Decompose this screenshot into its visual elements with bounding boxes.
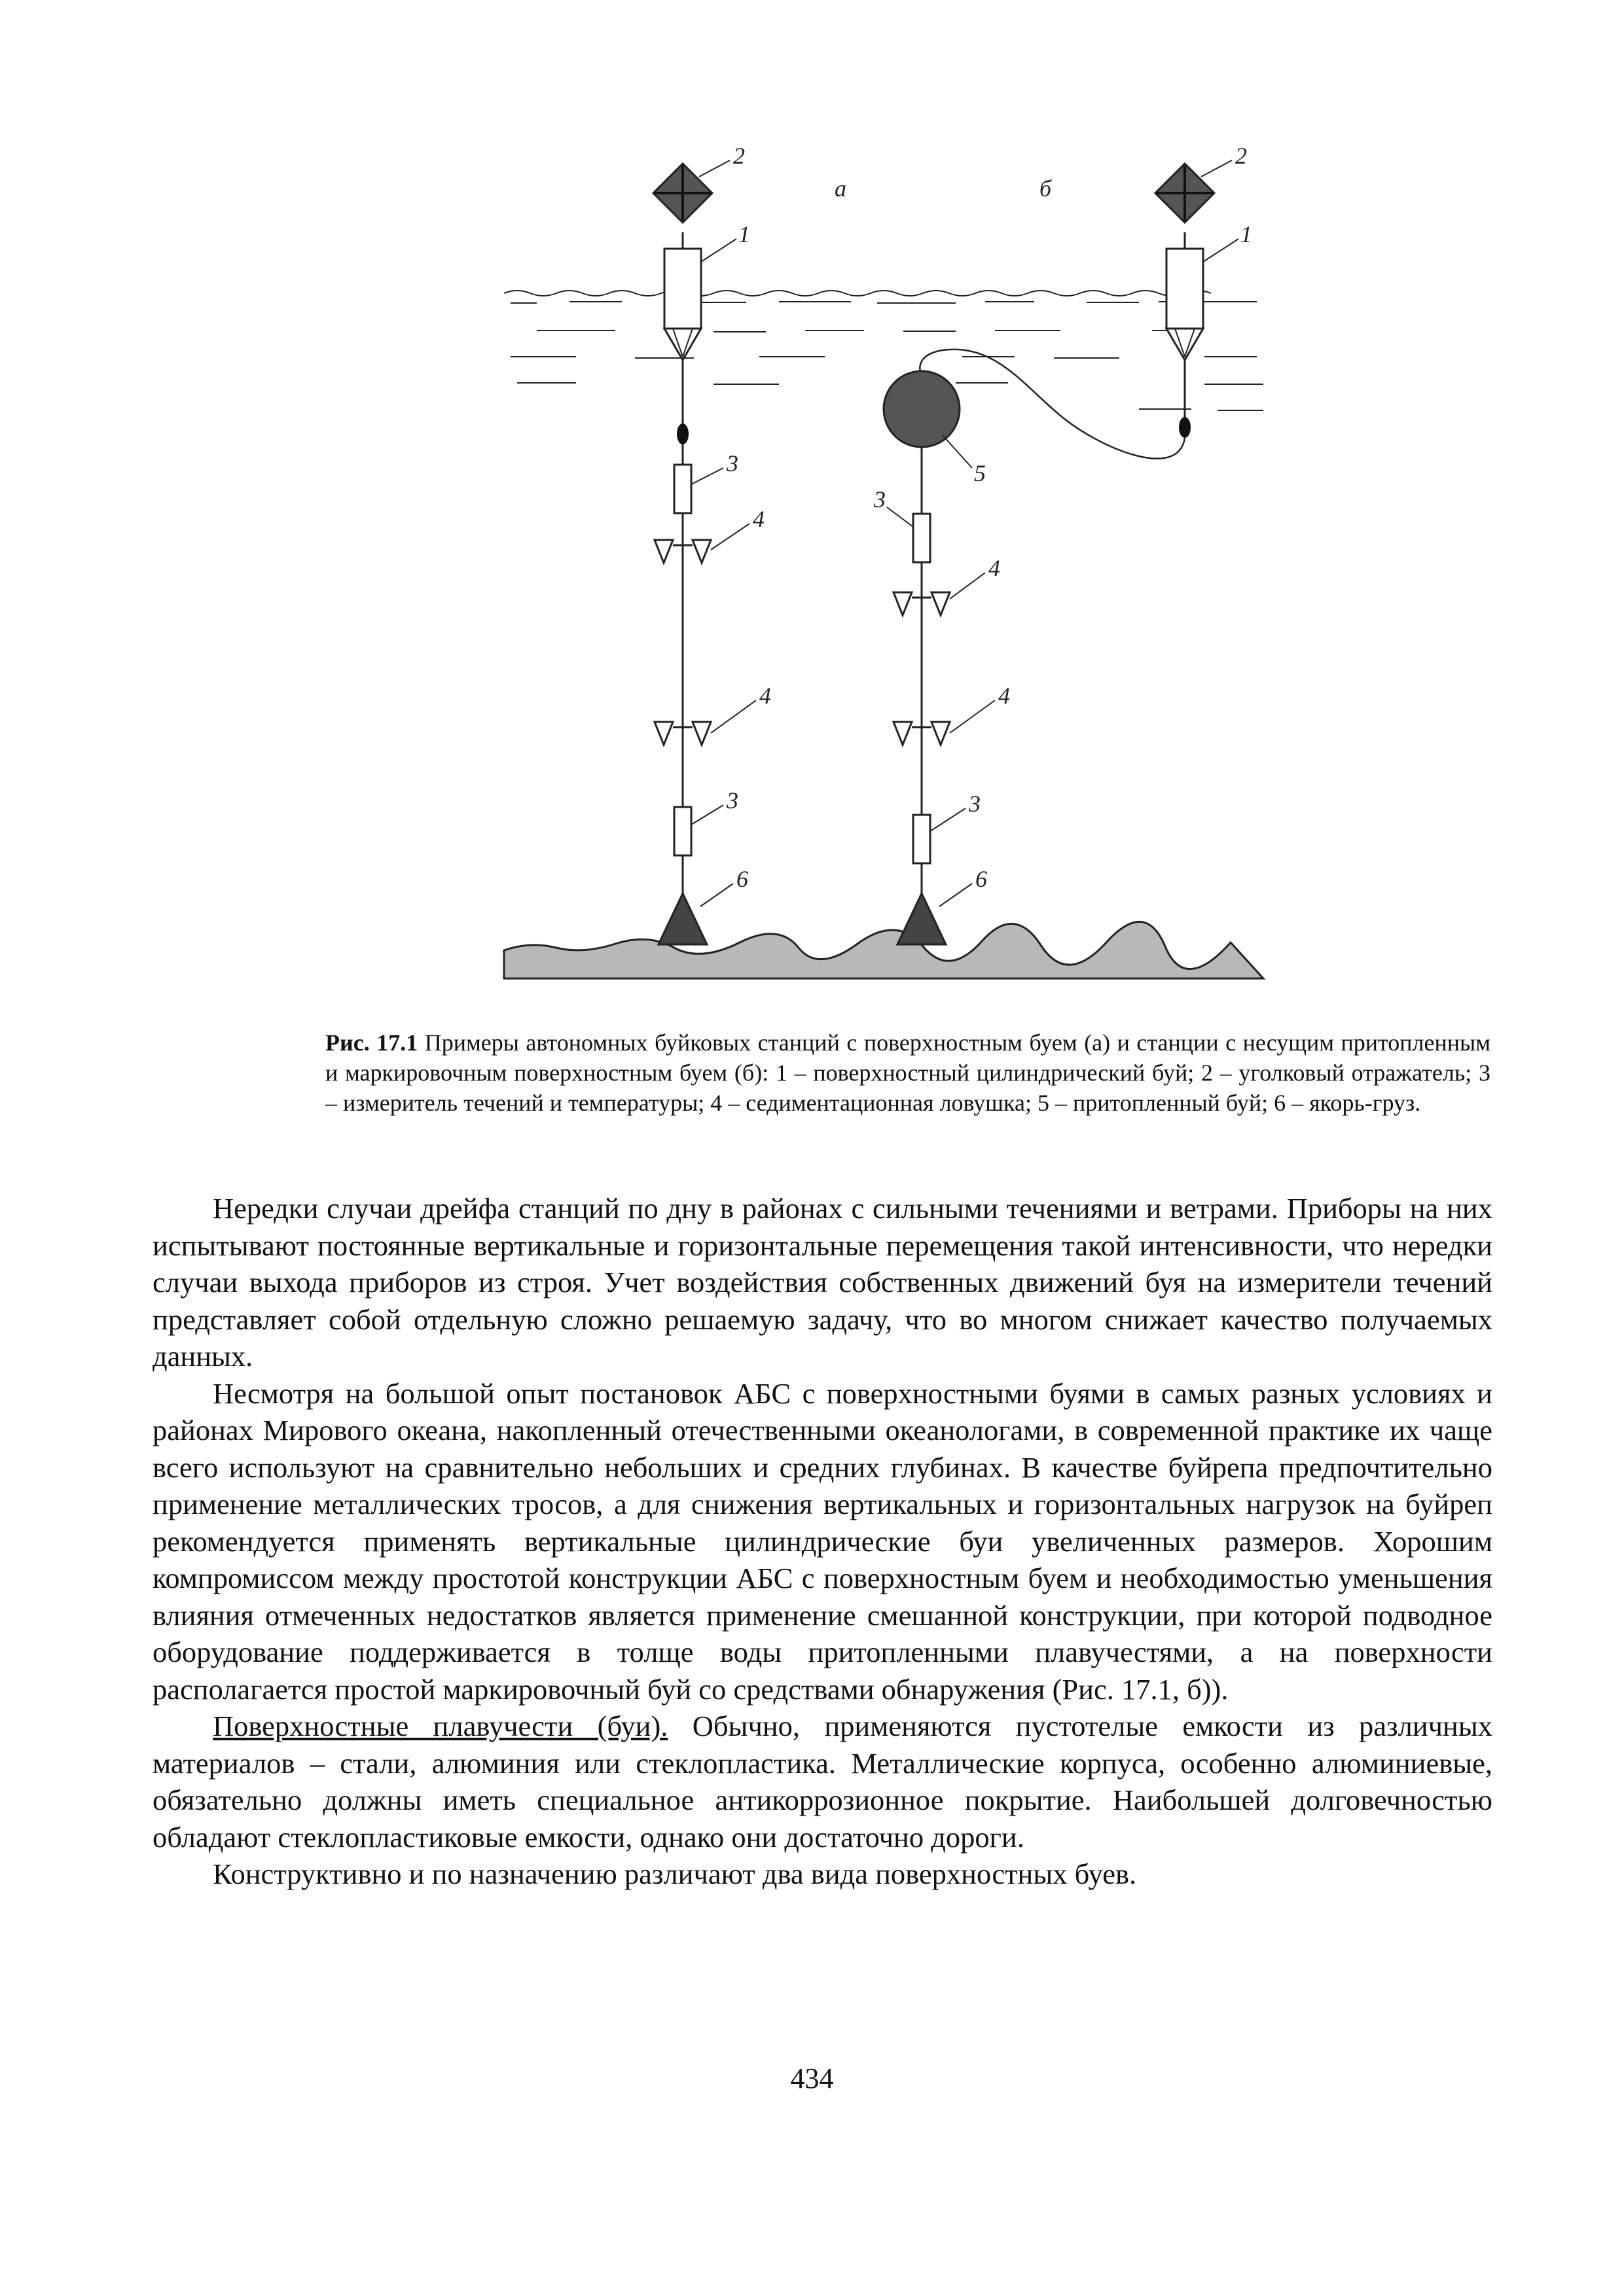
anchor-b [897,893,946,944]
current-meter-a-upper [674,465,691,513]
section-heading: Поверхностные плавучести (буи). [213,1710,668,1742]
callout-right-3-lower: 3 [969,791,981,817]
figure-caption [325,1028,1490,1118]
callout-right-4-upper: 4 [988,555,1000,581]
page-number: 434 [790,2062,834,2094]
seabed [504,922,1263,978]
callout-right-2: 2 [1235,143,1247,169]
station-a [653,164,712,944]
callout-right-5: 5 [974,460,986,486]
current-meter-a-lower [674,807,691,855]
current-meter-b-lower [913,815,930,863]
swivel-a [677,423,689,444]
submerged-buoy-b [884,371,960,447]
callout-left-1: 1 [738,221,750,247]
paragraph-2: Несмотря на большой опыт постановок АБС с поверхностными буями в самых разных условиях и районах Мирового океана, накопленный отечественными океанологами, в современной практике их чаще всего используют на сравнительно небольших и средних глубинах. В качестве буйрепа предпочтительно применение металлических тросов, а для снижения вертикальных и горизонтальных нагрузок на буйреп рекомендуется применять вертикальные цилиндрические буи увеличенных размеров. Хорошим компромиссом между простотой конструкции АБС с поверхностным буем и необходимостью уменьшения влияния отмеченных недостатков является применение смешанной конструкции, при которой подводное оборудование поддерживается в толще воды притопленными плавучестями, а на поверхности располагается простой маркировочный буй со средствами обнаружения (Рис. 17.1, б)). [153,1376,1492,1706]
caption-text: Примеры автономных буйковых станций с поверхностным буем (а) и станции с несущим притопленным и маркировочным поверхностным буем (б): 1 – поверхностный цилиндрический буй; 2 – уголковый отражатель; 3 – измеритель течений и температуры; 4 – седиментационная ловушка; 5 – притопленный буй; 6 – якорь-груз. [325,1030,1490,1116]
callout-left-3-lower: 3 [727,787,738,814]
caption-label: Рис. 17.1 [325,1030,418,1056]
callout-left-2: 2 [733,143,745,169]
surface-buoy-a [664,249,701,329]
callout-right-3-upper: 3 [874,486,886,512]
callout-right-4-lower: 4 [998,683,1010,709]
marker-buoy-b [1166,249,1203,329]
paragraph-3-text: Обычно, применяются пустотелые емкости из различных материалов – стали, алюминия или стеклопластика. Металлические корпуса, особенно алюминиевые, обязательно должны иметь специальное антикоррозионное покрытие. Наибольшей долговечностью обладают стеклопластиковые емкости, однако они достаточно дороги. [153,1710,1493,1854]
mooring-stations-figure [497,141,1283,992]
panel-label-b: б [1039,175,1052,202]
paragraph-4: Конструктивно и по назначению различают два вида поверхностных буев. [213,1857,1137,1890]
callout-left-3-upper: 3 [727,450,738,476]
figure-drawing [497,141,1283,992]
callout-right-6: 6 [975,866,987,892]
callout-left-6: 6 [736,866,748,892]
water-surface [504,291,1263,410]
paragraph-1: Нередки случаи дрейфа станций по дну в районах с сильными течениями и ветрами. Приборы на них испытывают постоянные вертикальные и горизонтальные перемещения такой интенсивности, что нередки случаи выхода приборов из строя. Учет воздействия собственных движений буя на измерители течений представляет собой отдельную сложно решаемую задачу, что во многом снижает качество получаемых данных. [153,1192,1492,1372]
callout-right-1: 1 [1240,221,1252,247]
station-b [884,164,1214,944]
callout-left-4-lower: 4 [759,683,771,709]
marker-line-b [943,350,1185,459]
anchor-a [659,893,707,944]
body-text [153,1190,1492,1893]
callout-left-4-upper: 4 [753,506,765,532]
panel-label-a: а [835,175,846,202]
paragraph-3 [153,1708,1492,1856]
callout-leaders [691,160,1238,906]
current-meter-b-upper [913,514,930,562]
